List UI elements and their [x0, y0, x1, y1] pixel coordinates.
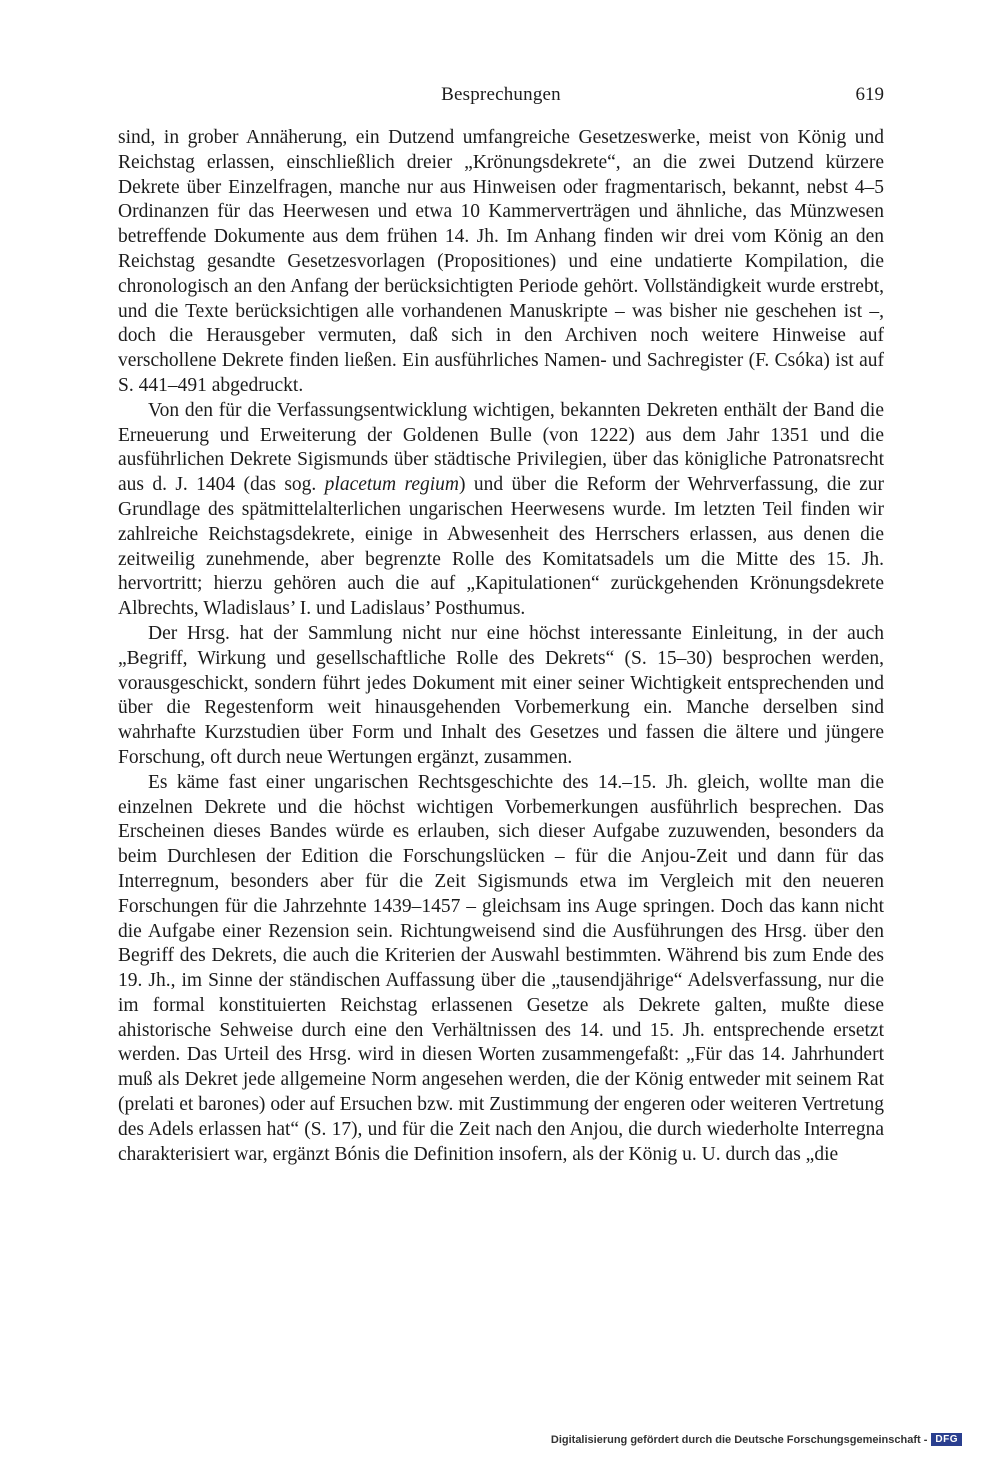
paragraph-2-text-start: Von den für die Verfassungsentwicklung wichtigen, bekannten Dekreten enthält der Band die Erneuerung und Erweiterung der Goldenen Bulle (von 1222) aus dem Jahr 1351 und die ausführlichen Dekrete Sigismunds über städtische Privilegien, über das königliche Patronatsrecht aus d. J. 1404 (das sog.	[118, 399, 884, 496]
paragraph-3-text: Der Hrsg. hat der Sammlung nicht nur eine höchst interessante Einleitung, in der auch „Begriff, Wirkung und gesellschaftliche Rolle des Dekrets“ (S. 15–30) besprochen werden, vorausgeschickt, sondern führt jedes Dokument mit einer seiner Wichtigkeit entsprechenden und über die Regestenform weit hinausgehenden Vorbemerkung ein. Manche derselben sind wahrhafte Kurzstudien über Form und Inhalt des Gesetzes und fassen die ältere und jüngere Forschung, oft durch neue Wertungen ergänzt, zusammen.	[118, 622, 884, 768]
paragraph-3	[118, 622, 884, 771]
paragraph-4	[118, 771, 884, 1168]
paragraph-1	[118, 126, 884, 399]
page-header	[118, 84, 884, 112]
paragraph-2-italic-term: placetum regium	[324, 474, 460, 496]
digitization-footer	[551, 1433, 962, 1446]
page-number: 619	[855, 84, 884, 105]
dfg-logo: DFG	[931, 1433, 962, 1446]
paragraph-4-text: Es käme fast einer ungarischen Rechtsgeschichte des 14.–15. Jh. gleich, wollte man die einzelnen Dekrete und die höchst wichtigen Vorbemerkungen ausführlich besprechen. Das Erscheinen dieses Bandes würde es erlauben, sich dieser Aufgabe zuzuwenden, besonders da beim Durchlesen der Edition die Forschungslücken – für die Anjou-Zeit und dann für das Interregnum, besonders aber für die Zeit Sigismunds etwa im Vergleich mit den neueren Forschungen für die Jahrzehnte 1439–1457 – gleichsam ins Auge springen. Doch das kann nicht die Aufgabe einer Rezension sein. Richtungweisend sind die Ausführungen des Hrsg. über den Begriff des Dekrets, die auch die Kriterien der Auswahl bestimmten. Während bis zum Ende des 19. Jh., im Sinne der ständischen Auffassung über die „tausendjährige“ Adelsverfassung, nur die im formal konstituierten Reichstag erlassenen Gesetze als Dekrete galten, mußte diese ahistorische Sehweise durch eine den Verhältnissen des 14. und 15. Jh. entsprechende ersetzt werden. Das Urteil des Hrsg. wird in diesen Worten zusammengefaßt: „Für das 14. Jahrhundert muß als Dekret jede allgemeine Norm angesehen werden, die der König entweder mit seinem Rat (prelati et barones) oder auf Ersuchen bzw. mit Zustimmung der engeren oder weiteren Vertretung des Adels erlassen hat“ (S. 17), und für die Zeit nach den Anjou, die durch wiederholte Interregna charakterisiert war, ergänzt Bónis die Definition insofern, als der König u. U. durch das „die	[118, 771, 884, 1165]
running-title: Besprechungen	[441, 84, 561, 105]
body-text	[118, 126, 884, 1167]
footer-note-text: Digitalisierung gefördert durch die Deutsche Forschungsgemeinschaft -	[550, 1433, 928, 1446]
paragraph-2	[118, 399, 884, 622]
paragraph-1-text: sind, in grober Annäherung, ein Dutzend umfangreiche Gesetzeswerke, meist von König und Reichstag erlassen, einschließlich dreier „Krönungsdekrete“, an die zwei Dutzend kürzere Dekrete über Einzelfragen, manche nur aus Hinweisen oder fragmentarisch, bekannt, nebst 4–5 Ordinanzen für das Heerwesen und etwa 10 Kammerverträgen und ähnliche, das Münzwesen betreffende Dokumente aus dem frühen 14. Jh. Im Anhang finden wir drei vom König an den Reichstag gesandte Gesetzesvorlagen (Propositiones) und eine undatierte Kompilation, die chronologisch an den Anfang der berücksichtigten Periode gehört. Vollständigkeit wurde erstrebt, und die Texte berücksichtigen alle vorhandenen Manuskripte – was bisher nie geschehen ist –, doch die Herausgeber vermuten, daß sich in den Archiven noch weitere Hinweise auf verschollene Dekrete finden ließen. Ein ausführliches Namen- und Sachregister (F. Csóka) ist auf S. 441–491 abgedruckt.	[118, 127, 884, 396]
paragraph-2-text-end: ) und über die Reform der Wehrverfassung, die zur Grundlage des spätmittelalterlichen ungarischen Heerwesens wurde. Im letzten Teil finden wir zahlreiche Reichstagsdekrete, einige in Abwesenheit des Herrschers erlassen, aus denen die zeitweilig zunehmende, aber begrenzte Rolle des Komitatsadels um die Mitte des 15. Jh. hervortritt; hierzu gehören auch die auf „Kapitulationen“ zurückgehenden Krönungsdekrete Albrechts, Wladislaus’ I. und Ladislaus’ Posthumus.	[118, 474, 884, 620]
